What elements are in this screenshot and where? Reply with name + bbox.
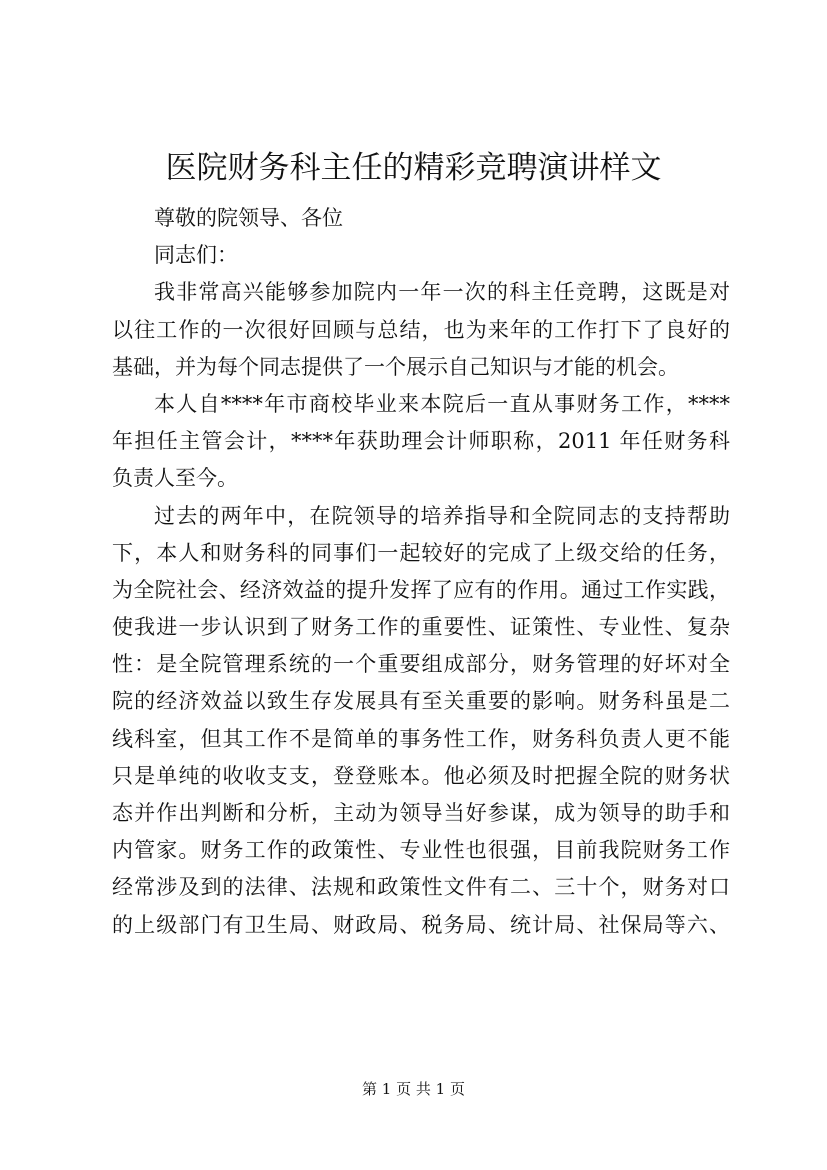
text-line: 的上级部门有卫生局、财政局、税务局、统计局、社保局等六、 <box>112 912 730 937</box>
text-line: 内管家。财务工作的政策性、专业性也很强，目前我院财务工作 <box>112 838 730 863</box>
page-footer: 第 1 页 共 1 页 <box>362 1080 465 1098</box>
text-line: 本人自****年市商校毕业来本院后一直从事财务工作，**** <box>154 391 730 416</box>
text-line: 经常涉及到的法律、法规和政策性文件有二、三十个，财务对口 <box>112 875 730 900</box>
text-line: 态并作出判断和分析，主动为领导当好参谋，成为领导的助手和 <box>112 801 730 825</box>
text-line: 年担任主管会计，****年获助理会计师职称，2011 年任财务科 <box>112 429 730 454</box>
document-title: 医院财务科主任的精彩竞聘演讲样文 <box>165 150 662 186</box>
text-line: 过去的两年中，在院领导的培养指导和全院同志的支持帮助 <box>154 503 730 528</box>
text-line: 使我进一步认识到了财务工作的重要性、证策性、专业性、复杂 <box>112 615 730 640</box>
text-line: 线科室，但其工作不是简单的事务性工作，财务科负责人更不能 <box>112 726 730 751</box>
text-line: 同志们： <box>154 243 238 268</box>
text-line: 为全院社会、经济效益的提升发挥了应有的作用。通过工作实践， <box>112 577 730 602</box>
text-line: 尊敬的院领导、各位 <box>154 206 343 230</box>
text-line: 院的经济效益以致生存发展具有至关重要的影响。财务科虽是二 <box>112 689 730 714</box>
text-line: 负责人至今。 <box>112 466 238 491</box>
text-line: 基础，并为每个同志提供了一个展示自己知识与才能的机会。 <box>112 354 679 379</box>
text-line: 性：是全院管理系统的一个重要组成部分，财务管理的好坏对全 <box>112 652 730 677</box>
text-line: 下，本人和财务科的同事们一起较好的完成了上级交给的任务， <box>112 540 730 565</box>
text-line: 我非常高兴能够参加院内一年一次的科主任竞聘，这既是对 <box>154 280 730 305</box>
document-body <box>112 200 730 944</box>
text-line: 以往工作的一次很好回顾与总结，也为来年的工作打下了良好的 <box>112 317 730 342</box>
text-line: 只是单纯的收收支支，登登账本。他必须及时把握全院的财务状 <box>112 763 730 788</box>
